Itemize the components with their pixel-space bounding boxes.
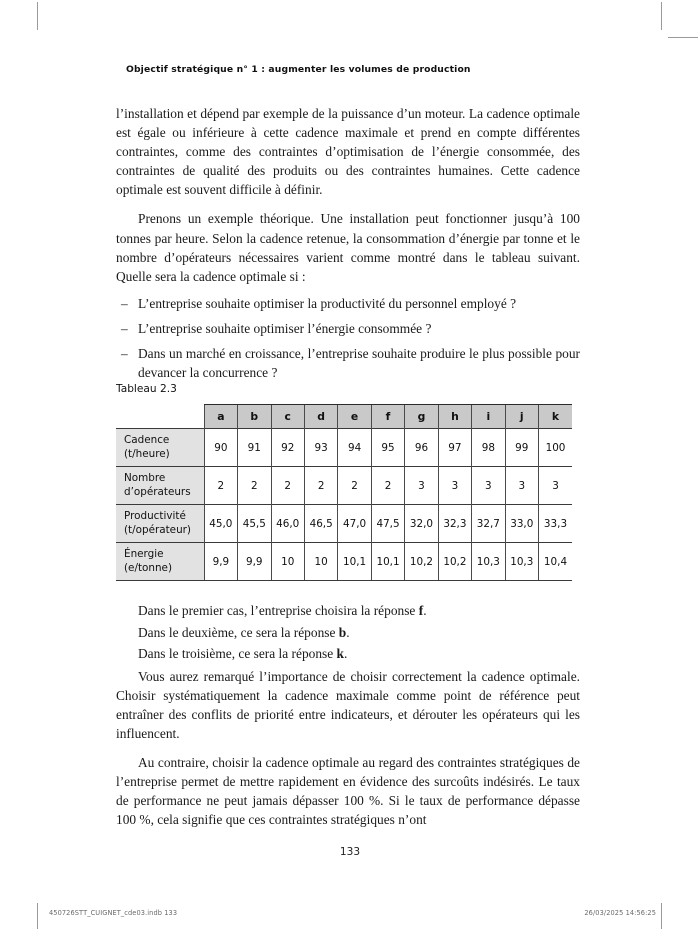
column-header: g bbox=[405, 405, 438, 429]
answer-line-3 bbox=[116, 643, 580, 665]
table-cell: 99 bbox=[505, 429, 538, 467]
list-item-label: Dans un marché en croissance, l’entreprise souhaite produire le plus possible pour devancer la concurrence ? bbox=[138, 346, 580, 381]
table-cell: 100 bbox=[539, 429, 573, 467]
page-number: 133 bbox=[339, 846, 361, 858]
table-cell: 3 bbox=[539, 467, 573, 505]
dash-marker: – bbox=[121, 320, 128, 336]
column-header: h bbox=[438, 405, 471, 429]
column-header: f bbox=[371, 405, 404, 429]
table-cell: 90 bbox=[204, 429, 237, 467]
table-cell: 33,0 bbox=[505, 505, 538, 543]
table-cell: 32,3 bbox=[438, 505, 471, 543]
row-label-line1: Productivité bbox=[124, 510, 186, 523]
answer-2-value: b bbox=[338, 624, 347, 640]
answer-line-2 bbox=[116, 622, 580, 644]
table-cell: 9,9 bbox=[238, 543, 271, 581]
table-cell: 47,0 bbox=[338, 505, 371, 543]
paragraph-2: Prenons un exemple théorique. Une installation peut fonctionner jusqu’à 100 tonnes par heure. Selon la cadence retenue, la consommation d’énergie par tonne et le nombre d’opérateurs nécessaires varient comme montré dans le tableau suivant. Quelle sera la cadence optimale si : bbox=[116, 211, 580, 284]
table-cell: 45,5 bbox=[238, 505, 271, 543]
question-list bbox=[116, 294, 580, 382]
table-cell: 93 bbox=[304, 429, 337, 467]
row-label bbox=[116, 429, 204, 467]
answer-2-suffix: . bbox=[346, 624, 350, 640]
table-cell: 2 bbox=[304, 467, 337, 505]
dash-marker: – bbox=[121, 295, 128, 311]
table-cell: 97 bbox=[438, 429, 471, 467]
running-head: Objectif stratégique n° 1 : augmenter les volumes de production bbox=[126, 64, 471, 75]
crop-mark-bottom-right bbox=[661, 903, 662, 929]
row-label-line2: d’opérateurs bbox=[124, 485, 191, 498]
table-cell: 3 bbox=[472, 467, 505, 505]
row-label bbox=[116, 467, 204, 505]
table-cell: 94 bbox=[338, 429, 371, 467]
list-item-label: L’entreprise souhaite optimiser la productivité du personnel employé ? bbox=[138, 295, 517, 311]
table-cell: 10,4 bbox=[539, 543, 573, 581]
table-body bbox=[116, 429, 572, 581]
table-row bbox=[116, 429, 572, 467]
table-corner-cell bbox=[116, 405, 204, 429]
column-header: i bbox=[472, 405, 505, 429]
answer-3-suffix: . bbox=[344, 646, 348, 661]
table-row bbox=[116, 467, 572, 505]
column-header: c bbox=[271, 405, 304, 429]
paragraph-4: Au contraire, choisir la cadence optimale au regard des contraintes stratégiques de l’entreprise permet de mettre rapidement en évidence des surcoûts indésirés. Le taux de performance ne peut jamais dépasser 100 %. Si le taux de performance dépasse 100 %, cela signifie que ces contraintes stratégiques n’ont bbox=[116, 754, 580, 828]
table-cell: 91 bbox=[238, 429, 271, 467]
table-cell: 2 bbox=[238, 467, 271, 505]
table-cell: 92 bbox=[271, 429, 304, 467]
list-item bbox=[116, 294, 580, 313]
row-label-line2: (t/opérateur) bbox=[124, 523, 191, 536]
table-cell: 98 bbox=[472, 429, 505, 467]
table-cell: 47,5 bbox=[371, 505, 404, 543]
answer-3-value: k bbox=[336, 646, 344, 661]
footer-file-slug: 450726STT_CUIGNET_cde03.indb 133 bbox=[49, 909, 178, 917]
answer-1-prefix: Dans le premier cas, l’entreprise choisira la réponse bbox=[138, 603, 419, 618]
body-text-block-2 bbox=[116, 600, 580, 829]
column-header: d bbox=[304, 405, 337, 429]
table-row bbox=[116, 543, 572, 581]
table-cell: 9,9 bbox=[204, 543, 237, 581]
table-cell: 10 bbox=[271, 543, 304, 581]
body-text-block bbox=[116, 104, 580, 382]
table-cell: 46,0 bbox=[271, 505, 304, 543]
table-cell: 33,3 bbox=[539, 505, 573, 543]
table-cell: 46,5 bbox=[304, 505, 337, 543]
row-label-line2: (t/heure) bbox=[124, 447, 170, 460]
footer-timestamp: 26/03/2025 14:56:25 bbox=[584, 909, 656, 917]
row-label-line2: (e/tonne) bbox=[124, 561, 172, 574]
table-cell: 10,1 bbox=[338, 543, 371, 581]
answer-1-value: f bbox=[418, 603, 424, 618]
table-cell: 3 bbox=[405, 467, 438, 505]
column-header: k bbox=[539, 405, 573, 429]
crop-mark-top-right bbox=[661, 2, 662, 30]
data-table bbox=[116, 404, 572, 581]
table-cell: 10,3 bbox=[472, 543, 505, 581]
table-row bbox=[116, 505, 572, 543]
list-item-label: L’entreprise souhaite optimiser l’énergie consommée ? bbox=[138, 320, 432, 336]
answer-line-1 bbox=[116, 600, 580, 622]
answer-3-prefix: Dans le troisième, ce sera la réponse bbox=[138, 646, 337, 661]
answer-1-suffix: . bbox=[423, 603, 427, 618]
row-label bbox=[116, 505, 204, 543]
column-header: b bbox=[238, 405, 271, 429]
dash-marker: – bbox=[121, 346, 128, 362]
crop-mark-bottom-left bbox=[37, 903, 38, 929]
list-item bbox=[116, 319, 580, 338]
table-cell: 96 bbox=[405, 429, 438, 467]
table-container bbox=[116, 404, 572, 581]
paragraph-1: l’installation et dépend par exemple de la puissance d’un moteur. La cadence optimale est égale ou inférieure à cette cadence maximale et prend en compte différentes contraintes, comme des contraintes d’optimisation de l’énergie consommée, des contraintes de qualité des produits ou des contraintes humaines. Cette cadence optimale est souvent difficile à définir. bbox=[116, 106, 580, 198]
column-header: e bbox=[338, 405, 371, 429]
table-header-row bbox=[116, 405, 572, 429]
list-item bbox=[116, 344, 580, 382]
table-cell: 2 bbox=[204, 467, 237, 505]
row-label-line1: Énergie bbox=[124, 548, 164, 561]
table-cell: 10,2 bbox=[405, 543, 438, 581]
table-cell: 32,0 bbox=[405, 505, 438, 543]
table-cell: 10,2 bbox=[438, 543, 471, 581]
table-cell: 3 bbox=[438, 467, 471, 505]
table-cell: 95 bbox=[371, 429, 404, 467]
paragraph-3: Vous aurez remarqué l’importance de choisir correctement la cadence optimale. Choisir systématiquement la cadence maximale comme point de référence peut entraîner des conflits de priorité entre indicateurs, et dérouter les opérateurs qui les influencent. bbox=[116, 668, 580, 741]
row-label-line1: Cadence bbox=[124, 434, 170, 447]
answer-2-prefix: Dans le deuxième, ce sera la réponse bbox=[138, 624, 339, 640]
table-cell: 2 bbox=[338, 467, 371, 505]
table-cell: 10 bbox=[304, 543, 337, 581]
table-head bbox=[116, 405, 572, 429]
crop-mark-top-right-horizontal bbox=[668, 37, 698, 38]
column-header: a bbox=[204, 405, 237, 429]
column-header: j bbox=[505, 405, 538, 429]
row-label bbox=[116, 543, 204, 581]
table-caption: Tableau 2.3 bbox=[116, 383, 177, 395]
table-cell: 2 bbox=[371, 467, 404, 505]
table-cell: 3 bbox=[505, 467, 538, 505]
table-cell: 45,0 bbox=[204, 505, 237, 543]
table-cell: 10,1 bbox=[371, 543, 404, 581]
table-cell: 2 bbox=[271, 467, 304, 505]
table-cell: 10,3 bbox=[505, 543, 538, 581]
table-cell: 32,7 bbox=[472, 505, 505, 543]
crop-mark-top-left bbox=[37, 2, 38, 30]
row-label-line1: Nombre bbox=[124, 472, 166, 485]
